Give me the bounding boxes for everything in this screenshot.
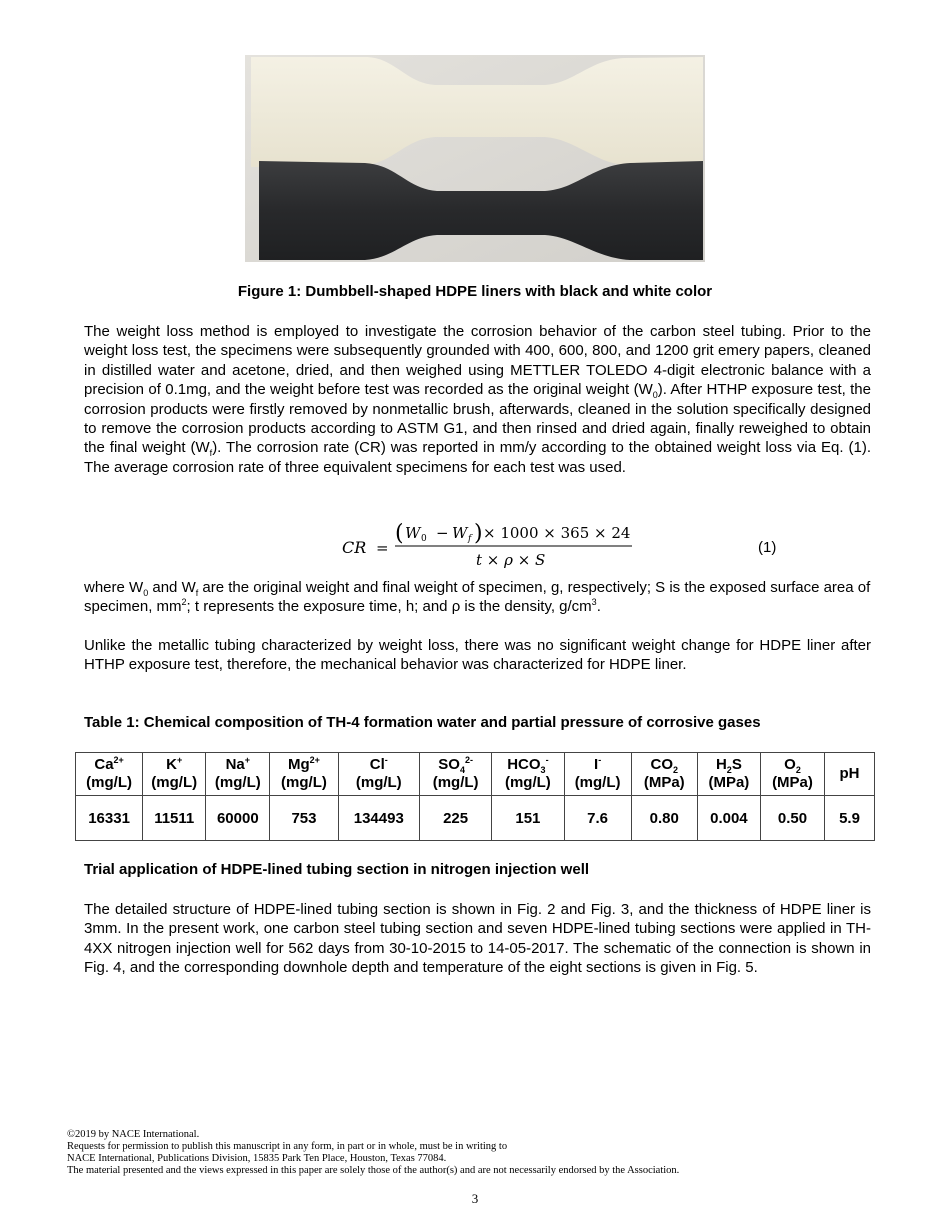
table-header-cell: $H_2S$ (MPa) [697, 753, 760, 796]
chemical-composition-table [75, 752, 875, 841]
table-cell: 134493 [338, 796, 419, 841]
svg-text:f: f [468, 534, 472, 544]
page-number: 3 [471, 1191, 479, 1206]
table-header-cell: pH [825, 753, 875, 796]
footer-line: ©2019 by NACE International. [67, 1129, 200, 1140]
table-header-cell: $Ca^{2+}$ (mg/L) [76, 753, 143, 796]
table-cell: 0.004 [697, 796, 760, 841]
svg-text:0: 0 [421, 534, 427, 544]
paragraph-trial-application: The detailed structure of HDPE-lined tubing section is shown in Fig. 2 and Fig. 3, and the thickness of HDPE liner is 3mm. In the present work, one carbon steel tubing section and seven HDPE-lined tubing sections were applied in TH-4XX nitrogen injection well for 562 days from 30-10-2015 to 14-05-2017. The schematic of the connection is shown in Fig. 4, and the corresponding downhole depth and temperature of the eight sections is given in Fig. 5. [84, 901, 871, 977]
table-cell: 0.80 [631, 796, 697, 841]
table-row [76, 796, 875, 841]
svg-text:): ) [474, 521, 483, 546]
eq-lhs: CR [342, 538, 367, 557]
table-header-cell: $HCO_3^-$ (mg/L) [492, 753, 564, 796]
paragraph-variable-definitions: where $W_0$ and $W_f$ are the original weight and final weight of specimen, g, respectively; S is the exposed surface area of specimen, $mm^2$; t represents the exposure time, h; and ρ is the density, $g/cm^3$. [84, 579, 871, 616]
table-cell: 0.50 [760, 796, 824, 841]
paragraph-weight-loss-method: The weight loss method is employed to investigate the corrosion behavior of the carbon steel tubing. Prior to the weight loss test, the specimens were subsequently grounded with 400, 600, 800, and 1200 grit emery papers, cleaned in distilled water and acetone, dried, and then weighed using METTLER TOLEDO 4-digit electronic balance with a precision of 0.1mg, and the weight before test was recorded as the original weight $(W_0)$. After HTHP exposure test, the corrosion products were firstly removed by nonmetallic brush, afterwards, cleaned in the solution specifically designed to remove the corrosion products according to ASTM G1, and then rinsed and dried again, finally reweighed to obtain the final weight $(W_f)$. The corrosion rate (CR) was reported in mm/y according to the obtained weight loss via Eq. (1). The average corrosion rate of three equivalent specimens for each test was used. [84, 323, 871, 476]
table-header-cell: K+ (mg/L) [143, 753, 206, 796]
table-header-cell: Cl- (mg/L) [338, 753, 419, 796]
svg-text:(: ( [395, 521, 404, 546]
footer-line: NACE International, Publications Division, 15835 Park Ten Place, Houston, Texas 77084. [67, 1153, 447, 1164]
table-cell: 60000 [206, 796, 270, 841]
corrosion-rate-equation [340, 516, 640, 572]
table-cell: 753 [270, 796, 338, 841]
table-header-cell: $SO_4^{2-}$ (mg/L) [419, 753, 491, 796]
copyright-footer [67, 1129, 887, 1177]
svg-text:W: W [452, 524, 468, 542]
table-1-caption: Table 1: Chemical composition of TH-4 formation water and partial pressure of corrosive gases [84, 714, 761, 731]
svg-text:W: W [405, 524, 421, 542]
table-cell: 151 [492, 796, 564, 841]
table-cell: 5.9 [825, 796, 875, 841]
figure-1-caption: Figure 1: Dumbbell-shaped HDPE liners with black and white color [237, 283, 713, 300]
svg-text:t × ρ × S: t × ρ × S [476, 551, 546, 569]
table-header-cell: $CO_2$ (MPa) [631, 753, 697, 796]
paragraph-hdpe-mechanical: Unlike the metallic tubing characterized by weight loss, there was no significant weight change for HDPE liner after HTHP exposure test, therefore, the mechanical behavior was characterized for HDPE liner. [84, 637, 871, 674]
section-heading: Trial application of HDPE-lined tubing section in nitrogen injection well [84, 861, 590, 878]
eq-equals: = [376, 539, 389, 557]
svg-text:× 1000 × 365 × 24: × 1000 × 365 × 24 [483, 524, 631, 542]
table-cell: 11511 [143, 796, 206, 841]
table-header-cell: $O_2$ (MPa) [760, 753, 824, 796]
dumbbell-specimens-photo [245, 55, 705, 262]
footer-line: Requests for permission to publish this manuscript in any form, in part or in whole, must be in writing to [67, 1141, 508, 1152]
equation-number: (1) [758, 539, 777, 556]
svg-text:−: − [436, 524, 449, 542]
table-header-cell: Na+ (mg/L) [206, 753, 270, 796]
table-cell: 7.6 [564, 796, 631, 841]
table-header-cell: $Mg^{2+}$ (mg/L) [270, 753, 338, 796]
table-cell: 225 [419, 796, 491, 841]
table-cell: 16331 [76, 796, 143, 841]
footer-line: The material presented and the views expressed in this paper are solely those of the author(s) and are not necessarily endorsed by the Association. [67, 1165, 680, 1176]
table-header-cell: I- (mg/L) [564, 753, 631, 796]
table-header-row [76, 753, 875, 796]
